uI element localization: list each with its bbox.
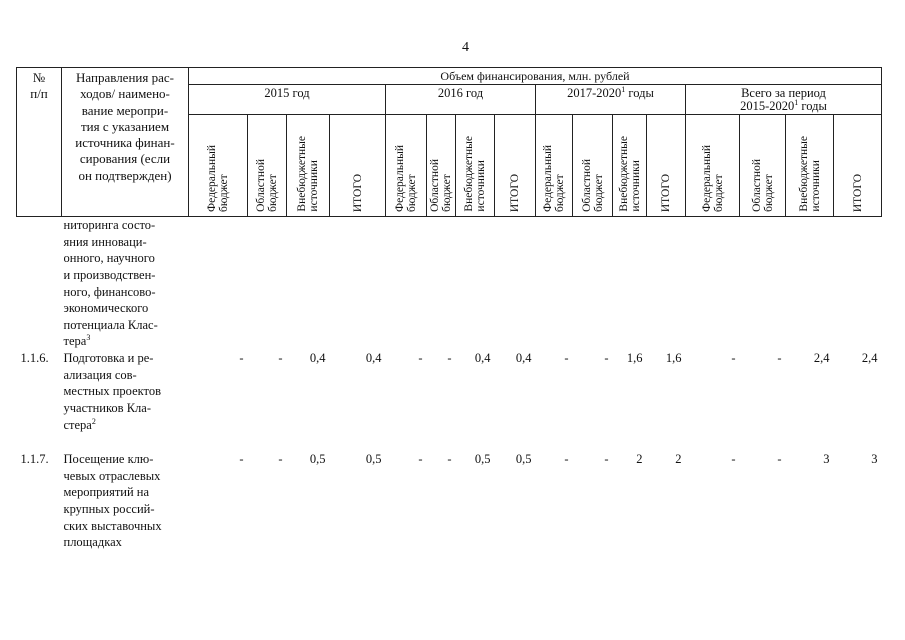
- subcolumn-header: [536, 115, 573, 217]
- value-cell: 0,4: [474, 351, 491, 365]
- table-row: [17, 217, 882, 351]
- subcolumn-label: ИТОГО: [351, 173, 364, 212]
- subcolumn-header: [456, 115, 495, 217]
- value-cell: [573, 217, 613, 351]
- subcolumn-header: [786, 115, 834, 217]
- subcolumn-label: Областной бюджет: [428, 159, 453, 212]
- value-cell: 0,5: [365, 452, 382, 467]
- table-row: [17, 350, 882, 433]
- period-header: [386, 85, 536, 115]
- volume-header: Объем финансирования, млн. рублей: [189, 68, 882, 85]
- subcolumn-label: ИТОГО: [659, 173, 672, 212]
- subcolumn-label: Федеральный бюджет: [541, 145, 566, 212]
- subcolumn-header: [330, 115, 386, 217]
- value-cell: [287, 217, 330, 351]
- subcolumn-header: [686, 115, 740, 217]
- period-header: [686, 85, 882, 115]
- num-column-label: № п/п: [30, 70, 48, 102]
- value-cell: -: [604, 351, 609, 365]
- value-cell: 0,5: [515, 452, 532, 467]
- subcolumn-label: Федеральный бюджет: [205, 145, 230, 212]
- row-name-line: ских выставочных: [63, 518, 162, 533]
- row-name: [62, 350, 189, 433]
- period-suffix: годы: [625, 86, 654, 100]
- value-cell: -: [447, 351, 452, 365]
- subcolumn-label: Областной бюджет: [750, 159, 775, 212]
- value-cell: [189, 217, 248, 351]
- value-cell: 0,4: [515, 351, 532, 365]
- value-cell: [834, 217, 882, 351]
- row-name-line: экономического: [63, 301, 149, 316]
- table-header: [17, 68, 882, 217]
- value-cell: [248, 217, 287, 351]
- value-cell: -: [418, 351, 423, 365]
- subcolumn-header: [834, 115, 882, 217]
- row-name: [62, 217, 189, 351]
- row-number: 1.1.6.: [20, 351, 49, 365]
- row-name-line: местных проектов: [63, 384, 161, 399]
- row-name-line: площадках: [63, 535, 122, 550]
- subcolumn-label: Внебюджетные источники: [295, 136, 320, 212]
- value-cell: [647, 217, 686, 351]
- row-name-line: яния инноваци-: [63, 234, 147, 249]
- row-name-line: ализация сов-: [63, 367, 137, 382]
- value-cell: -: [731, 351, 736, 365]
- footnote-mark: 3: [86, 333, 91, 343]
- subcolumn-header: [386, 115, 427, 217]
- subcolumn-label: Областной бюджет: [580, 159, 605, 212]
- name-column-header: [62, 68, 189, 217]
- footnote-mark: 1: [621, 84, 626, 94]
- subcolumn-header: [613, 115, 647, 217]
- subcolumn-label: Внебюджетные источники: [797, 136, 822, 212]
- value-cell: 0,5: [309, 452, 326, 467]
- subcolumn-header: [740, 115, 786, 217]
- value-cell: 2,4: [813, 351, 830, 365]
- subcolumn-header: [495, 115, 536, 217]
- row-name-line: онного, научного: [63, 251, 155, 266]
- subcolumn-label: Областной бюджет: [254, 159, 279, 212]
- subcolumn-label: Внебюджетные источники: [617, 136, 642, 212]
- financing-table: [16, 67, 882, 551]
- value-cell: -: [278, 351, 283, 365]
- table-row: [17, 451, 882, 551]
- footnote-mark: 1: [794, 97, 799, 107]
- row-name-line: и производствен-: [63, 267, 156, 282]
- value-cell: -: [731, 452, 736, 467]
- footnote-mark: 2: [91, 416, 96, 426]
- value-cell: [386, 217, 427, 351]
- value-cell: 0,4: [309, 351, 326, 365]
- row-name-line: Подготовка и ре-: [63, 351, 154, 365]
- period-header: [536, 85, 686, 115]
- row-name-line: ниторинга состо-: [63, 218, 156, 232]
- value-cell: 2,4: [861, 351, 878, 365]
- value-cell: [536, 217, 573, 351]
- subcolumn-header: [189, 115, 248, 217]
- row-name-line: участников Кла-: [63, 400, 151, 415]
- value-cell: -: [564, 351, 569, 365]
- subcolumn-header: [573, 115, 613, 217]
- value-cell: [495, 217, 536, 351]
- value-cell: -: [564, 452, 569, 467]
- subcolumn-label: ИТОГО: [851, 173, 864, 212]
- value-cell: 1,6: [665, 351, 682, 365]
- value-cell: [427, 217, 456, 351]
- row-name-line: потенциала Клас-: [63, 317, 158, 332]
- value-cell: 2: [636, 452, 643, 467]
- value-cell: -: [447, 452, 452, 467]
- num-column-header: [17, 68, 62, 217]
- value-cell: -: [418, 452, 423, 467]
- value-cell: [740, 217, 786, 351]
- subcolumn-header: [427, 115, 456, 217]
- period-label: 2015 год: [264, 86, 310, 100]
- value-cell: 2: [675, 452, 682, 467]
- value-cell: [786, 217, 834, 351]
- subcolumn-label: ИТОГО: [508, 173, 521, 212]
- row-number: 1.1.7.: [20, 452, 49, 467]
- value-cell: -: [777, 452, 782, 467]
- value-cell: -: [239, 351, 244, 365]
- row-name-line: крупных россий-: [63, 502, 155, 516]
- value-cell: 3: [823, 452, 830, 467]
- subcolumn-label: Федеральный бюджет: [393, 145, 418, 212]
- subcolumn-header: [248, 115, 287, 217]
- row-name-line: тера$^3$: [63, 333, 91, 349]
- row-name-line: ного, финансово-: [63, 284, 156, 299]
- value-cell: [330, 217, 386, 351]
- page-number: 4: [462, 40, 469, 55]
- value-cell: [613, 217, 647, 351]
- value-cell: 3: [871, 452, 878, 467]
- row-spacer: [17, 433, 882, 451]
- value-cell: [456, 217, 495, 351]
- row-name: [62, 451, 189, 551]
- row-number: [17, 217, 62, 351]
- row-name-line: чевых отраслевых: [63, 468, 161, 483]
- value-cell: -: [278, 452, 283, 467]
- period-label: 2017-2020: [567, 86, 622, 100]
- subcolumn-header: [287, 115, 330, 217]
- name-column-label: Направления рас- ходов/ наимено- вание меропри- тия с указанием источника финан- сирования (если он подтвержден): [75, 70, 175, 183]
- value-cell: -: [777, 351, 782, 365]
- value-cell: -: [604, 452, 609, 467]
- table-body: [17, 217, 882, 551]
- row-name-line: стера$^2$: [63, 416, 96, 432]
- row-name-line: Посещение клю-: [63, 452, 154, 467]
- subcolumn-header: [647, 115, 686, 217]
- value-cell: 1,6: [626, 351, 643, 365]
- period-header: [189, 85, 386, 115]
- period-suffix: годы: [798, 99, 827, 114]
- subcolumn-label: Федеральный бюджет: [700, 145, 725, 212]
- value-cell: 0,5: [474, 452, 491, 467]
- value-cell: 0,4: [365, 351, 382, 365]
- period-label: 2016 год: [437, 86, 484, 100]
- period-label: Всего за период 2015-2020: [740, 86, 826, 114]
- value-cell: [686, 217, 740, 351]
- subcolumn-label: Внебюджетные источники: [462, 136, 487, 212]
- row-name-line: мероприятий на: [63, 485, 150, 500]
- value-cell: -: [239, 452, 244, 467]
